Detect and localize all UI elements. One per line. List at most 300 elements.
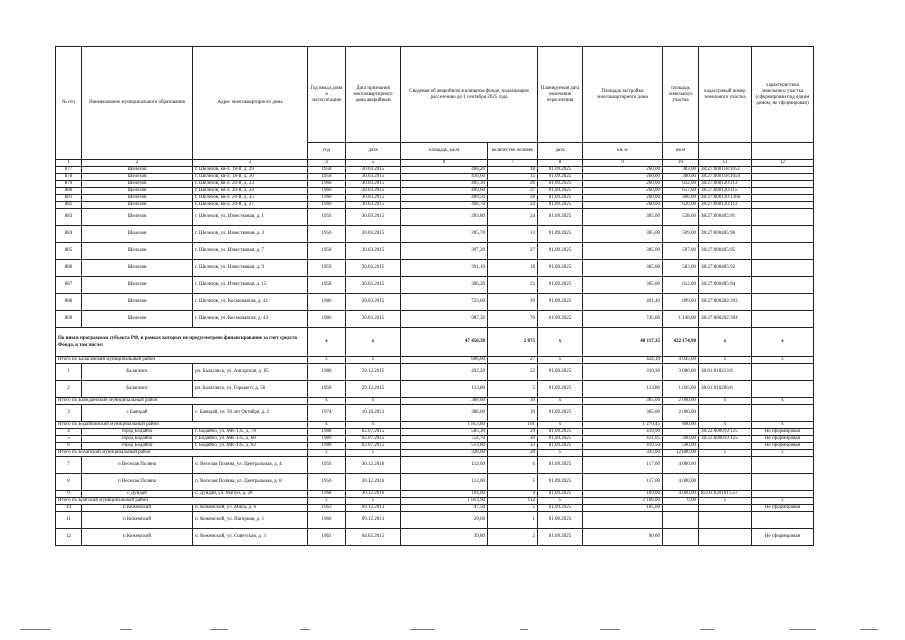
total-cell: x: [308, 422, 346, 429]
table-cell: 4 000,00: [663, 457, 699, 474]
table-cell: г. Бодайбо, ул. МК-135, д. 82: [193, 443, 308, 450]
table-cell: 5: [488, 381, 538, 398]
table-cell: 01.09.2025: [538, 202, 583, 209]
table-cell: п Веселая Поляна: [82, 457, 193, 474]
table-header-row: [56, 47, 814, 143]
table-cell: 888: [56, 294, 82, 311]
table-cell: 509,00: [663, 226, 699, 243]
table-cell: 02.07.2015: [346, 429, 401, 436]
table-cell: г. Шелехов, ул. Известковая, д. 3: [193, 226, 308, 243]
table-cell: 5: [488, 474, 538, 491]
table-cell: 38:27:000120:113: [699, 181, 752, 188]
table-cell: г. Шелехов, ул. Известковая, д. 9: [193, 260, 308, 277]
table-cell: Не сформирован: [752, 443, 814, 450]
table-cell: 30.03.2015: [346, 243, 401, 260]
subheader-people: количество человек: [488, 143, 538, 160]
table-cell: 1: [488, 512, 538, 529]
table-cell: 28: [488, 195, 538, 202]
table-cell: 8: [56, 474, 82, 491]
table-cell: 30.03.2015: [346, 202, 401, 209]
table-cell: Шелехов: [82, 226, 193, 243]
table-row: [56, 381, 814, 398]
total-cell: x: [699, 498, 752, 505]
total-cell: 388,00: [401, 398, 488, 405]
table-cell: 310,30: [583, 364, 663, 381]
total-cell: 1 813,90: [401, 498, 488, 505]
table-cell: 887: [56, 277, 82, 294]
table-cell: 30.03.2015: [346, 174, 401, 181]
table-cell: 723,60: [401, 294, 488, 311]
table-cell: 38:27:000202:393: [699, 294, 752, 311]
table-cell: 38:27:000405:95: [699, 243, 752, 260]
total-label: Итого по Братский муниципальный район: [56, 498, 308, 505]
table-cell: 899,00: [663, 294, 699, 311]
column-number: 4: [308, 160, 346, 167]
total-cell: x: [752, 498, 814, 505]
table-cell: 38:27:000202:394: [699, 311, 752, 328]
table-cell: 30.03.2015: [346, 181, 401, 188]
table-cell: 877: [56, 167, 82, 174]
table-cell: 38:22:000019:125: [699, 429, 752, 436]
table-row: [56, 294, 814, 311]
table-cell: 33: [488, 443, 538, 450]
table-cell: 29.12.2015: [346, 381, 401, 398]
table-cell: п Кежемский: [82, 505, 193, 512]
table-cell: [752, 260, 814, 277]
table-cell: г. Шелехов, кв-л. 20-й, д. 24: [193, 188, 308, 195]
scan-dash: [120, 629, 132, 630]
table-cell: 01.09.2025: [538, 436, 583, 443]
table-cell: 305,00: [583, 209, 663, 226]
total-cell: 27: [488, 357, 538, 364]
table-cell: 2 000,00: [663, 405, 699, 422]
table-cell: 104,00: [401, 491, 488, 498]
total-cell: 0,00: [663, 498, 699, 505]
table-cell: [663, 505, 699, 512]
table-cell: 416,60: [401, 174, 488, 181]
table-cell: 305,00: [583, 277, 663, 294]
table-cell: [663, 529, 699, 546]
table-row: [56, 512, 814, 529]
total-cell: 12 800,00: [663, 450, 699, 457]
column-number: 2: [82, 160, 193, 167]
table-cell: 632,00: [663, 181, 699, 188]
table-cell: Шелехов: [82, 195, 193, 202]
district-total-row: [56, 398, 814, 405]
column-number: 11: [699, 160, 752, 167]
table-cell: 39,60: [401, 512, 488, 529]
table-cell: город Бодайбо: [82, 436, 193, 443]
table-cell: [752, 181, 814, 188]
scan-dash: [600, 629, 620, 630]
table-cell: 105,00: [583, 505, 663, 512]
table-cell: 4: [56, 429, 82, 436]
total-label: Итого по Бодайбинский муниципальный район: [56, 422, 308, 429]
table-cell: 9: [56, 491, 82, 498]
subheader-sqm2: кв.м: [663, 143, 699, 160]
scan-dash: [410, 629, 435, 630]
total-cell: x: [538, 422, 583, 429]
table-cell: 38:27:000405:90: [699, 226, 752, 243]
table-cell: 38:27:000405:92: [699, 260, 752, 277]
table-cell: 39: [488, 436, 538, 443]
table-cell: 38:27:000405:91: [699, 209, 752, 226]
table-cell: 492,20: [401, 364, 488, 381]
table-row: [56, 436, 814, 443]
table-cell: с Баяндай: [82, 405, 193, 422]
total-cell: x: [308, 328, 346, 357]
table-cell: 1958: [308, 167, 346, 174]
table-cell: 583,00: [663, 260, 699, 277]
header-municipality: Наименование муниципального образования: [82, 47, 193, 160]
document-sheet: [55, 46, 813, 546]
table-row: [56, 457, 814, 474]
table-cell: 1960: [308, 512, 346, 529]
table-cell: с. Дундай, ул. Мапун, д. 28: [193, 491, 308, 498]
table-cell: [752, 243, 814, 260]
table-cell: 38:27:000120:1366: [699, 195, 752, 202]
total-cell: x: [752, 398, 814, 405]
table-cell: Шелехов: [82, 260, 193, 277]
table-cell: 13: [488, 226, 538, 243]
table-cell: 01.09.2025: [538, 294, 583, 311]
table-cell: 38:27:000120:115: [699, 188, 752, 195]
table-cell: 260,00: [583, 202, 663, 209]
column-number: 10: [663, 160, 699, 167]
scan-dash: [700, 629, 714, 630]
table-cell: г. Бодайбо, ул. МК-135, д. 79: [193, 429, 308, 436]
table-cell: 1968: [308, 491, 346, 498]
total-cell: x: [308, 450, 346, 457]
table-cell: 02.07.2015: [346, 436, 401, 443]
table-cell: 2: [56, 381, 82, 398]
scan-edge-marks: [0, 629, 905, 633]
table-cell: 30.03.2015: [346, 188, 401, 195]
total-cell: x: [346, 498, 401, 505]
table-cell: 01.09.2025: [538, 243, 583, 260]
table-cell: Балаганск: [82, 381, 193, 398]
header-building-area: Площадь застройки многоквартирного дома: [583, 47, 663, 143]
table-cell: 30.03.2015: [346, 260, 401, 277]
table-cell: 1960: [308, 202, 346, 209]
table-cell: Балаганск: [82, 364, 193, 381]
table-cell: 29.12.2015: [346, 364, 401, 381]
table-cell: 30.12.2016: [346, 457, 401, 474]
table-row: [56, 243, 814, 260]
table-cell: 23: [488, 277, 538, 294]
table-cell: [752, 474, 814, 491]
table-cell: 38:22:000019:125: [699, 436, 752, 443]
subheader-date: дата: [346, 143, 401, 160]
total-cell: x: [699, 450, 752, 457]
table-cell: 405,30: [401, 181, 488, 188]
table-cell: 27: [488, 243, 538, 260]
table-cell: [752, 188, 814, 195]
total-cell: x: [699, 357, 752, 364]
table-cell: 38:27:000118:1052: [699, 167, 752, 174]
total-cell: x: [752, 328, 814, 357]
table-cell: 112,00: [401, 474, 488, 491]
table-cell: 01.09.2025: [538, 209, 583, 226]
table-cell: 11: [56, 512, 82, 529]
table-cell: 30.12.2016: [346, 474, 401, 491]
table-cell: 260,00: [583, 195, 663, 202]
table-cell: 01.09.2025: [538, 195, 583, 202]
table-cell: 39: [488, 294, 538, 311]
total-cell: x: [752, 357, 814, 364]
table-cell: 754,70: [401, 436, 488, 443]
subheader-year: год: [308, 143, 346, 160]
table-cell: 12: [56, 529, 82, 546]
table-row: [56, 209, 814, 226]
table-cell: 1956: [308, 209, 346, 226]
total-cell: 30: [488, 398, 538, 405]
total-cell: 606,00: [401, 357, 488, 364]
table-cell: п. Кежемский, ул. Советская, д. 3: [193, 529, 308, 546]
total-cell: 365,00: [583, 398, 663, 405]
table-cell: 117,00: [583, 457, 663, 474]
table-cell: 260,00: [583, 167, 663, 174]
header-num: № п/п: [56, 47, 82, 160]
table-cell: 1963: [308, 505, 346, 512]
table-cell: 1986: [308, 294, 346, 311]
table-row: [56, 167, 814, 174]
table-cell: [663, 429, 699, 436]
table-cell: Шелехов: [82, 311, 193, 328]
table-cell: 513,80: [401, 443, 488, 450]
table-cell: 397,20: [401, 243, 488, 260]
table-cell: [663, 512, 699, 529]
header-land-characteristic: характеристика земельного участка (сформирован под одним домом, не сформирован): [752, 47, 814, 143]
table-cell: Не сформирован: [752, 429, 814, 436]
table-cell: 30.03.2015: [346, 294, 401, 311]
table-cell: г. Шелехов, кв-л. 20-й, д. 23: [193, 181, 308, 188]
table-cell: 745,00: [583, 311, 663, 328]
table-cell: 24: [488, 202, 538, 209]
table-cell: [752, 405, 814, 422]
scan-dash: [520, 629, 528, 630]
table-cell: 393,80: [401, 209, 488, 226]
table-cell: 15: [488, 174, 538, 181]
table-row: [56, 202, 814, 209]
table-cell: [752, 195, 814, 202]
table-cell: г. Шелехов, ул. Известковая, д. 15: [193, 277, 308, 294]
table-row: [56, 429, 814, 436]
table-row: [56, 505, 814, 512]
table-cell: 9: [488, 491, 538, 498]
column-number: 8: [538, 160, 583, 167]
total-cell: 47 456,38: [401, 328, 488, 357]
table-cell: г. Шелехов, ул. Известковая, д. 1: [193, 209, 308, 226]
table-cell: 431,05: [583, 436, 663, 443]
table-cell: 30.03.2015: [346, 195, 401, 202]
table-cell: 880: [56, 188, 82, 195]
total-cell: x: [346, 328, 401, 357]
table-row: [56, 277, 814, 294]
total-label: Итого по Бохапский муниципальный район: [56, 450, 308, 457]
table-cell: 38:27:000120:112: [699, 202, 752, 209]
table-cell: 2: [488, 529, 538, 546]
table-cell: [699, 443, 752, 450]
total-label: По иным программам субъекта РФ, в рамках которых не предусмотрено финансирование за счет средств Фонда, в том числе:: [56, 328, 308, 357]
table-cell: п. Веселая Поляна, ул. Центральная, д. 8: [193, 474, 308, 491]
table-cell: Не сформирован: [752, 529, 814, 546]
total-cell: x: [346, 357, 401, 364]
total-cell: 328,00: [401, 450, 488, 457]
table-cell: 38:27:000405:94: [699, 277, 752, 294]
table-cell: Шелехов: [82, 174, 193, 181]
table-cell: [699, 474, 752, 491]
district-total-row: [56, 450, 814, 457]
table-cell: 70: [488, 311, 538, 328]
emergency-housing-table: [55, 46, 814, 546]
table-cell: [752, 311, 814, 328]
table-cell: 1: [56, 364, 82, 381]
table-cell: [752, 174, 814, 181]
table-cell: 889: [56, 311, 82, 328]
table-row: [56, 188, 814, 195]
table-cell: 29: [488, 429, 538, 436]
table-cell: 878: [56, 174, 82, 181]
total-cell: 1 853,80: [401, 422, 488, 429]
table-cell: [699, 457, 752, 474]
header-land-area: площадь земельного участка: [663, 47, 699, 143]
table-cell: 01.09.2025: [538, 181, 583, 188]
table-cell: [752, 364, 814, 381]
subheader-empty-12: [752, 143, 814, 160]
table-cell: 885: [56, 243, 82, 260]
table-cell: [699, 529, 752, 546]
table-cell: п. Веселая Поляна, ул. Центральная, д. 4: [193, 457, 308, 474]
table-cell: 300,00: [663, 436, 699, 443]
total-cell: 2 000,00: [663, 398, 699, 405]
header-year: Год ввода дома в эксплуатацию: [308, 47, 346, 143]
table-cell: [583, 512, 663, 529]
table-cell: 1956: [308, 457, 346, 474]
total-cell: 101: [488, 422, 538, 429]
table-cell: 409,60: [401, 188, 488, 195]
table-cell: 01.09.2025: [538, 491, 583, 498]
table-cell: 30.03.2015: [346, 311, 401, 328]
table-row: [56, 364, 814, 381]
table-row: [56, 529, 814, 546]
table-cell: 1956: [308, 226, 346, 243]
header-planned-date: Планируемая дата окончания переселения: [538, 47, 583, 143]
table-cell: 90,00: [583, 529, 663, 546]
column-number: 12: [752, 160, 814, 167]
section-total-row: [56, 328, 814, 357]
table-cell: 883: [56, 209, 82, 226]
table-cell: 305,00: [583, 226, 663, 243]
total-cell: 424,10: [583, 357, 663, 364]
table-cell: 02.07.2015: [346, 443, 401, 450]
table-cell: 419,90: [583, 429, 663, 436]
total-cell: 48 117,35: [583, 328, 663, 357]
table-cell: 01.09.2025: [538, 167, 583, 174]
table-cell: [752, 381, 814, 398]
table-cell: Не сформирован: [752, 505, 814, 512]
total-cell: x: [346, 398, 401, 405]
table-row: [56, 174, 814, 181]
table-cell: 01.09.2025: [538, 512, 583, 529]
header-address: Адрес многоквартирного дома: [193, 47, 308, 160]
table-cell: 987,30: [401, 311, 488, 328]
total-label: Итого по Баяндаевский муниципальный район: [56, 398, 308, 405]
column-number: 1: [56, 160, 82, 167]
column-number: 7: [488, 160, 538, 167]
table-cell: 884: [56, 226, 82, 243]
scan-dash: [20, 629, 50, 630]
table-cell: 1974: [308, 405, 346, 422]
table-cell: 01.09.2025: [538, 429, 583, 436]
table-cell: 109,00: [583, 491, 663, 498]
table-cell: 879: [56, 181, 82, 188]
table-cell: 38:27:000118:1054: [699, 174, 752, 181]
table-cell: 3: [56, 405, 82, 422]
table-cell: Не сформирован: [752, 436, 814, 443]
table-row: [56, 405, 814, 422]
table-cell: [752, 202, 814, 209]
table-cell: город Бодайбо: [82, 429, 193, 436]
table-cell: 1960: [308, 181, 346, 188]
table-cell: г. Бодайбо, ул. МК-135, д. 80: [193, 436, 308, 443]
table-cell: 01.09.2025: [538, 474, 583, 491]
table-cell: г. Шелехов, ул. Космонавтов, д. 41: [193, 294, 308, 311]
table-cell: 09.12.2013: [346, 512, 401, 529]
table-cell: 30.03.2015: [346, 167, 401, 174]
table-cell: 260,00: [583, 174, 663, 181]
table-row: [56, 443, 814, 450]
table-cell: 365,00: [583, 405, 663, 422]
table-cell: Шелехов: [82, 277, 193, 294]
table-cell: Шелехов: [82, 181, 193, 188]
table-cell: 1956: [308, 381, 346, 398]
table-cell: 01.09.2025: [538, 381, 583, 398]
table-cell: 113,80: [583, 381, 663, 398]
table-cell: 1989: [308, 436, 346, 443]
total-cell: 2 875: [488, 328, 538, 357]
table-cell: [752, 226, 814, 243]
total-cell: x: [538, 328, 583, 357]
table-cell: 396,20: [401, 277, 488, 294]
district-total-row: [56, 422, 814, 429]
table-cell: 383,00: [663, 167, 699, 174]
table-cell: 112,00: [401, 457, 488, 474]
table-cell: 01.09.2025: [538, 364, 583, 381]
table-row: [56, 491, 814, 498]
table-cell: [699, 505, 752, 512]
subheader-sqm: кв. м: [583, 143, 663, 160]
table-cell: 38:01:010213:8: [699, 364, 752, 381]
table-cell: [752, 457, 814, 474]
table-cell: Шелехов: [82, 202, 193, 209]
scan-dash: [210, 629, 228, 630]
table-cell: 01.09.2025: [538, 529, 583, 546]
table-cell: п. Кежемский, ул. Мира, д. 6: [193, 505, 308, 512]
table-cell: 30: [488, 405, 538, 422]
table-cell: 01.09.2025: [538, 260, 583, 277]
table-cell: Шелехов: [82, 188, 193, 195]
table-row: [56, 260, 814, 277]
table-cell: г. Шелехов, ул. Известковая, д. 7: [193, 243, 308, 260]
total-cell: x: [308, 398, 346, 405]
table-cell: 305,00: [583, 260, 663, 277]
table-cell: 27: [488, 188, 538, 195]
table-cell: с. Баяндай, ул. 50 лет Октября, д. 2: [193, 405, 308, 422]
total-cell: x: [699, 422, 752, 429]
table-cell: 1 138,00: [663, 311, 699, 328]
header-date-emergency: Дата признания многоквартирного дома аварийным: [346, 47, 401, 143]
